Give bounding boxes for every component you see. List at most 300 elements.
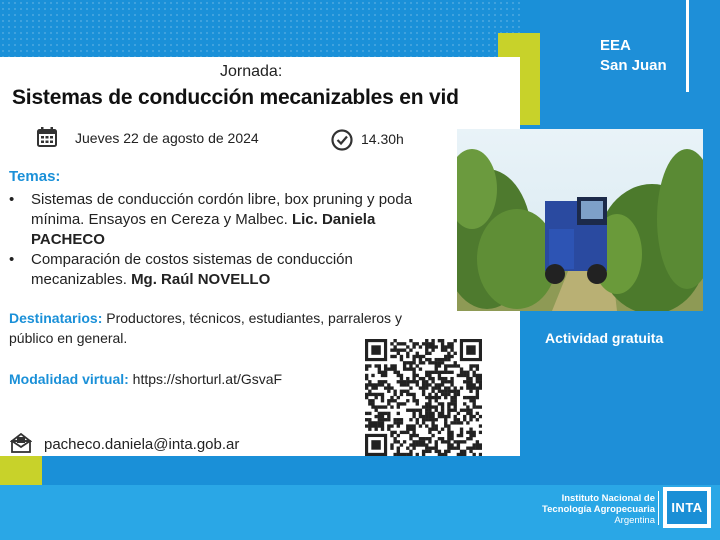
qr-module bbox=[438, 450, 441, 453]
qr-module bbox=[441, 377, 444, 380]
qr-module bbox=[412, 409, 415, 412]
qr-module bbox=[479, 431, 482, 434]
qr-module bbox=[476, 374, 479, 377]
qr-module bbox=[444, 393, 447, 396]
qr-module bbox=[387, 367, 390, 370]
qr-module bbox=[412, 374, 415, 377]
qr-finder bbox=[466, 345, 475, 354]
qr-module bbox=[466, 421, 469, 424]
qr-module bbox=[463, 396, 466, 399]
qr-module bbox=[387, 415, 390, 418]
qr-module bbox=[422, 393, 425, 396]
qr-module bbox=[400, 355, 403, 358]
qr-module bbox=[457, 443, 460, 446]
qr-module bbox=[390, 364, 393, 367]
qr-module bbox=[447, 412, 450, 415]
qr-module bbox=[463, 409, 466, 412]
qr-module bbox=[435, 399, 438, 402]
qr-module bbox=[403, 402, 406, 405]
qr-module bbox=[466, 383, 469, 386]
qr-module bbox=[457, 418, 460, 421]
qr-module bbox=[435, 409, 438, 412]
inta-logo-text: INTA bbox=[667, 491, 707, 524]
qr-module bbox=[438, 415, 441, 418]
qr-module bbox=[400, 390, 403, 393]
qr-module bbox=[476, 440, 479, 443]
qr-module bbox=[438, 453, 441, 456]
qr-module bbox=[406, 352, 409, 355]
qr-module bbox=[422, 415, 425, 418]
qr-module bbox=[438, 396, 441, 399]
qr-module bbox=[450, 396, 453, 399]
qr-module bbox=[393, 421, 396, 424]
qr-module bbox=[397, 402, 400, 405]
qr-module bbox=[412, 447, 415, 450]
qr-module bbox=[412, 434, 415, 437]
qr-module bbox=[381, 424, 384, 427]
qr-module bbox=[479, 453, 482, 456]
qr-module bbox=[368, 402, 371, 405]
qr-module bbox=[400, 377, 403, 380]
qr-module bbox=[438, 339, 441, 342]
qr-module bbox=[416, 383, 419, 386]
qr-module bbox=[441, 440, 444, 443]
qr-module bbox=[450, 447, 453, 450]
qr-module bbox=[473, 396, 476, 399]
qr-module bbox=[406, 428, 409, 431]
qr-module bbox=[447, 431, 450, 434]
qr-module bbox=[365, 367, 368, 370]
qr-module bbox=[447, 409, 450, 412]
qr-module bbox=[422, 377, 425, 380]
free-activity-label: Actividad gratuita bbox=[545, 330, 664, 346]
qr-module bbox=[368, 428, 371, 431]
qr-module bbox=[454, 361, 457, 364]
qr-module bbox=[473, 405, 476, 408]
qr-module bbox=[428, 440, 431, 443]
qr-module bbox=[454, 405, 457, 408]
qr-module bbox=[441, 383, 444, 386]
qr-module bbox=[390, 386, 393, 389]
qr-module bbox=[454, 339, 457, 342]
qr-module bbox=[409, 386, 412, 389]
qr-module bbox=[450, 364, 453, 367]
qr-module bbox=[431, 377, 434, 380]
qr-module bbox=[469, 434, 472, 437]
qr-module bbox=[397, 352, 400, 355]
qr-module bbox=[428, 447, 431, 450]
qr-module bbox=[381, 374, 384, 377]
qr-module bbox=[416, 409, 419, 412]
modalidad-label: Modalidad virtual: bbox=[9, 371, 129, 387]
qr-module bbox=[384, 418, 387, 421]
qr-module bbox=[441, 405, 444, 408]
qr-module bbox=[479, 377, 482, 380]
qr-module bbox=[473, 415, 476, 418]
qr-module bbox=[447, 440, 450, 443]
qr-module bbox=[422, 383, 425, 386]
qr-module bbox=[393, 453, 396, 456]
eea-divider bbox=[686, 0, 689, 92]
qr-module bbox=[466, 437, 469, 440]
qr-module bbox=[368, 412, 371, 415]
qr-module bbox=[460, 434, 463, 437]
qr-module bbox=[425, 402, 428, 405]
qr-module bbox=[428, 393, 431, 396]
qr-module bbox=[419, 358, 422, 361]
qr-module bbox=[479, 424, 482, 427]
qr-module bbox=[397, 342, 400, 345]
qr-module bbox=[416, 342, 419, 345]
qr-module bbox=[397, 412, 400, 415]
qr-module bbox=[447, 342, 450, 345]
qr-module bbox=[444, 367, 447, 370]
qr-module bbox=[397, 405, 400, 408]
qr-module bbox=[400, 383, 403, 386]
qr-module bbox=[431, 380, 434, 383]
qr-module bbox=[387, 418, 390, 421]
qr-module bbox=[406, 447, 409, 450]
qr-finder bbox=[371, 440, 380, 449]
qr-module bbox=[463, 380, 466, 383]
qr-module bbox=[460, 450, 463, 453]
qr-module bbox=[397, 450, 400, 453]
qr-module bbox=[409, 339, 412, 342]
qr-module bbox=[476, 393, 479, 396]
qr-module bbox=[419, 345, 422, 348]
qr-module bbox=[447, 424, 450, 427]
qr-module bbox=[460, 431, 463, 434]
qr-module bbox=[422, 450, 425, 453]
qr-module bbox=[469, 450, 472, 453]
qr-module bbox=[422, 443, 425, 446]
qr-module bbox=[412, 393, 415, 396]
qr-module bbox=[381, 415, 384, 418]
qr-module bbox=[444, 364, 447, 367]
qr-module bbox=[425, 396, 428, 399]
qr-module bbox=[409, 393, 412, 396]
page-title: Sistemas de conducción mecanizables en vid bbox=[12, 86, 459, 109]
qr-module bbox=[416, 440, 419, 443]
qr-module bbox=[412, 377, 415, 380]
qr-module bbox=[425, 386, 428, 389]
qr-module bbox=[412, 431, 415, 434]
qr-module bbox=[381, 371, 384, 374]
qr-module bbox=[371, 374, 374, 377]
qr-module bbox=[447, 371, 450, 374]
qr-module bbox=[422, 437, 425, 440]
qr-code[interactable] bbox=[365, 339, 482, 456]
qr-module bbox=[473, 443, 476, 446]
qr-module bbox=[435, 443, 438, 446]
qr-module bbox=[374, 405, 377, 408]
qr-module bbox=[460, 371, 463, 374]
qr-module bbox=[450, 402, 453, 405]
qr-module bbox=[425, 405, 428, 408]
qr-module bbox=[473, 434, 476, 437]
qr-module bbox=[441, 402, 444, 405]
qr-module bbox=[460, 440, 463, 443]
qr-module bbox=[473, 402, 476, 405]
qr-module bbox=[409, 348, 412, 351]
qr-module bbox=[393, 431, 396, 434]
qr-module bbox=[422, 453, 425, 456]
qr-module bbox=[454, 386, 457, 389]
qr-module bbox=[444, 355, 447, 358]
qr-module bbox=[378, 383, 381, 386]
qr-module bbox=[419, 437, 422, 440]
qr-module bbox=[454, 364, 457, 367]
qr-module bbox=[450, 434, 453, 437]
qr-module bbox=[447, 355, 450, 358]
qr-module bbox=[390, 355, 393, 358]
qr-module bbox=[419, 412, 422, 415]
qr-module bbox=[476, 364, 479, 367]
qr-module bbox=[393, 440, 396, 443]
qr-module bbox=[479, 386, 482, 389]
qr-finder bbox=[371, 345, 380, 354]
qr-module bbox=[378, 380, 381, 383]
qr-module bbox=[368, 383, 371, 386]
qr-module bbox=[435, 405, 438, 408]
qr-module bbox=[412, 399, 415, 402]
qr-module bbox=[435, 364, 438, 367]
qr-module bbox=[416, 355, 419, 358]
qr-module bbox=[419, 424, 422, 427]
qr-module bbox=[447, 358, 450, 361]
qr-module bbox=[447, 364, 450, 367]
qr-module bbox=[409, 367, 412, 370]
qr-module bbox=[371, 421, 374, 424]
qr-module bbox=[419, 386, 422, 389]
qr-module bbox=[409, 453, 412, 456]
qr-module bbox=[476, 367, 479, 370]
qr-module bbox=[403, 440, 406, 443]
qr-module bbox=[444, 453, 447, 456]
qr-module bbox=[454, 418, 457, 421]
qr-module bbox=[397, 447, 400, 450]
contact-email[interactable]: pacheco.daniela@inta.gob.ar bbox=[44, 436, 240, 453]
qr-module bbox=[412, 440, 415, 443]
qr-module bbox=[403, 367, 406, 370]
qr-module bbox=[447, 390, 450, 393]
qr-module bbox=[447, 380, 450, 383]
qr-module bbox=[422, 386, 425, 389]
qr-module bbox=[454, 440, 457, 443]
qr-module bbox=[457, 364, 460, 367]
bullet: • bbox=[9, 191, 15, 208]
qr-module bbox=[425, 358, 428, 361]
qr-module bbox=[444, 396, 447, 399]
qr-module bbox=[403, 361, 406, 364]
qr-module bbox=[444, 377, 447, 380]
qr-module bbox=[466, 386, 469, 389]
qr-module bbox=[447, 345, 450, 348]
qr-module bbox=[431, 390, 434, 393]
qr-module bbox=[441, 348, 444, 351]
qr-module bbox=[431, 434, 434, 437]
qr-module bbox=[390, 396, 393, 399]
inta-name bbox=[520, 493, 655, 526]
qr-module bbox=[466, 409, 469, 412]
qr-module bbox=[431, 418, 434, 421]
qr-module bbox=[422, 355, 425, 358]
qr-module bbox=[431, 405, 434, 408]
qr-module bbox=[469, 399, 472, 402]
qr-module bbox=[400, 431, 403, 434]
qr-module bbox=[469, 377, 472, 380]
inta-line1: Instituto Nacional de bbox=[561, 493, 655, 504]
qr-module bbox=[466, 412, 469, 415]
qr-module bbox=[450, 421, 453, 424]
qr-module bbox=[403, 390, 406, 393]
qr-module bbox=[412, 396, 415, 399]
qr-module bbox=[416, 434, 419, 437]
qr-module bbox=[428, 342, 431, 345]
qr-module bbox=[431, 371, 434, 374]
qr-module bbox=[447, 428, 450, 431]
qr-module bbox=[425, 342, 428, 345]
qr-module bbox=[406, 383, 409, 386]
qr-module bbox=[371, 386, 374, 389]
qr-module bbox=[374, 421, 377, 424]
qr-module bbox=[368, 364, 371, 367]
qr-module bbox=[416, 421, 419, 424]
qr-module bbox=[381, 412, 384, 415]
qr-module bbox=[403, 431, 406, 434]
modalidad-url[interactable]: https://shorturl.at/GsvaF bbox=[128, 371, 283, 387]
qr-module bbox=[368, 393, 371, 396]
qr-module bbox=[387, 424, 390, 427]
qr-module bbox=[438, 358, 441, 361]
qr-module bbox=[403, 364, 406, 367]
qr-module bbox=[428, 402, 431, 405]
qr-module bbox=[441, 342, 444, 345]
qr-module bbox=[381, 396, 384, 399]
qr-module bbox=[419, 440, 422, 443]
qr-module bbox=[473, 447, 476, 450]
qr-module bbox=[469, 418, 472, 421]
qr-module bbox=[466, 380, 469, 383]
qr-module bbox=[397, 440, 400, 443]
qr-module bbox=[368, 390, 371, 393]
qr-module bbox=[384, 371, 387, 374]
qr-module bbox=[406, 424, 409, 427]
qr-module bbox=[441, 453, 444, 456]
qr-module bbox=[412, 424, 415, 427]
qr-module bbox=[435, 345, 438, 348]
qr-module bbox=[457, 447, 460, 450]
qr-module bbox=[428, 428, 431, 431]
qr-module bbox=[438, 390, 441, 393]
qr-module bbox=[469, 437, 472, 440]
qr-module bbox=[428, 352, 431, 355]
qr-module bbox=[444, 450, 447, 453]
qr-module bbox=[409, 450, 412, 453]
qr-module bbox=[469, 390, 472, 393]
qr-module bbox=[422, 418, 425, 421]
qr-module bbox=[387, 412, 390, 415]
qr-module bbox=[406, 393, 409, 396]
qr-module bbox=[441, 415, 444, 418]
qr-module bbox=[384, 386, 387, 389]
qr-module bbox=[400, 453, 403, 456]
qr-module bbox=[454, 393, 457, 396]
qr-module bbox=[387, 428, 390, 431]
qr-module bbox=[435, 386, 438, 389]
qr-module bbox=[441, 358, 444, 361]
qr-module bbox=[390, 431, 393, 434]
qr-module bbox=[460, 421, 463, 424]
qr-module bbox=[374, 393, 377, 396]
qr-module bbox=[393, 437, 396, 440]
qr-module bbox=[463, 374, 466, 377]
qr-module bbox=[416, 352, 419, 355]
qr-module bbox=[476, 418, 479, 421]
qr-module bbox=[416, 402, 419, 405]
qr-module bbox=[374, 396, 377, 399]
qr-module bbox=[365, 364, 368, 367]
qr-module bbox=[378, 371, 381, 374]
qr-module bbox=[444, 358, 447, 361]
qr-module bbox=[400, 374, 403, 377]
qr-module bbox=[425, 443, 428, 446]
qr-module bbox=[463, 450, 466, 453]
qr-module bbox=[390, 447, 393, 450]
qr-module bbox=[454, 402, 457, 405]
qr-module bbox=[400, 348, 403, 351]
qr-module bbox=[406, 409, 409, 412]
qr-module bbox=[447, 437, 450, 440]
qr-module bbox=[469, 447, 472, 450]
qr-module bbox=[479, 380, 482, 383]
qr-module bbox=[454, 396, 457, 399]
qr-module bbox=[444, 380, 447, 383]
qr-module bbox=[438, 371, 441, 374]
qr-module bbox=[444, 421, 447, 424]
qr-module bbox=[428, 383, 431, 386]
qr-module bbox=[393, 418, 396, 421]
qr-module bbox=[428, 405, 431, 408]
qr-module bbox=[428, 431, 431, 434]
qr-module bbox=[476, 443, 479, 446]
qr-module bbox=[473, 374, 476, 377]
qr-module bbox=[473, 453, 476, 456]
qr-module bbox=[441, 437, 444, 440]
qr-module bbox=[431, 348, 434, 351]
qr-module bbox=[447, 386, 450, 389]
qr-module bbox=[412, 358, 415, 361]
qr-module bbox=[428, 396, 431, 399]
qr-module bbox=[406, 367, 409, 370]
event-time: 14.30h bbox=[361, 131, 404, 147]
qr-module bbox=[378, 405, 381, 408]
qr-module bbox=[479, 374, 482, 377]
qr-module bbox=[419, 355, 422, 358]
qr-module bbox=[400, 418, 403, 421]
qr-module bbox=[428, 450, 431, 453]
qr-module bbox=[435, 367, 438, 370]
qr-module bbox=[387, 399, 390, 402]
qr-module bbox=[463, 402, 466, 405]
qr-module bbox=[368, 418, 371, 421]
qr-module bbox=[444, 348, 447, 351]
qr-module bbox=[447, 402, 450, 405]
qr-module bbox=[438, 377, 441, 380]
qr-module bbox=[450, 348, 453, 351]
qr-module bbox=[422, 390, 425, 393]
qr-module bbox=[400, 358, 403, 361]
